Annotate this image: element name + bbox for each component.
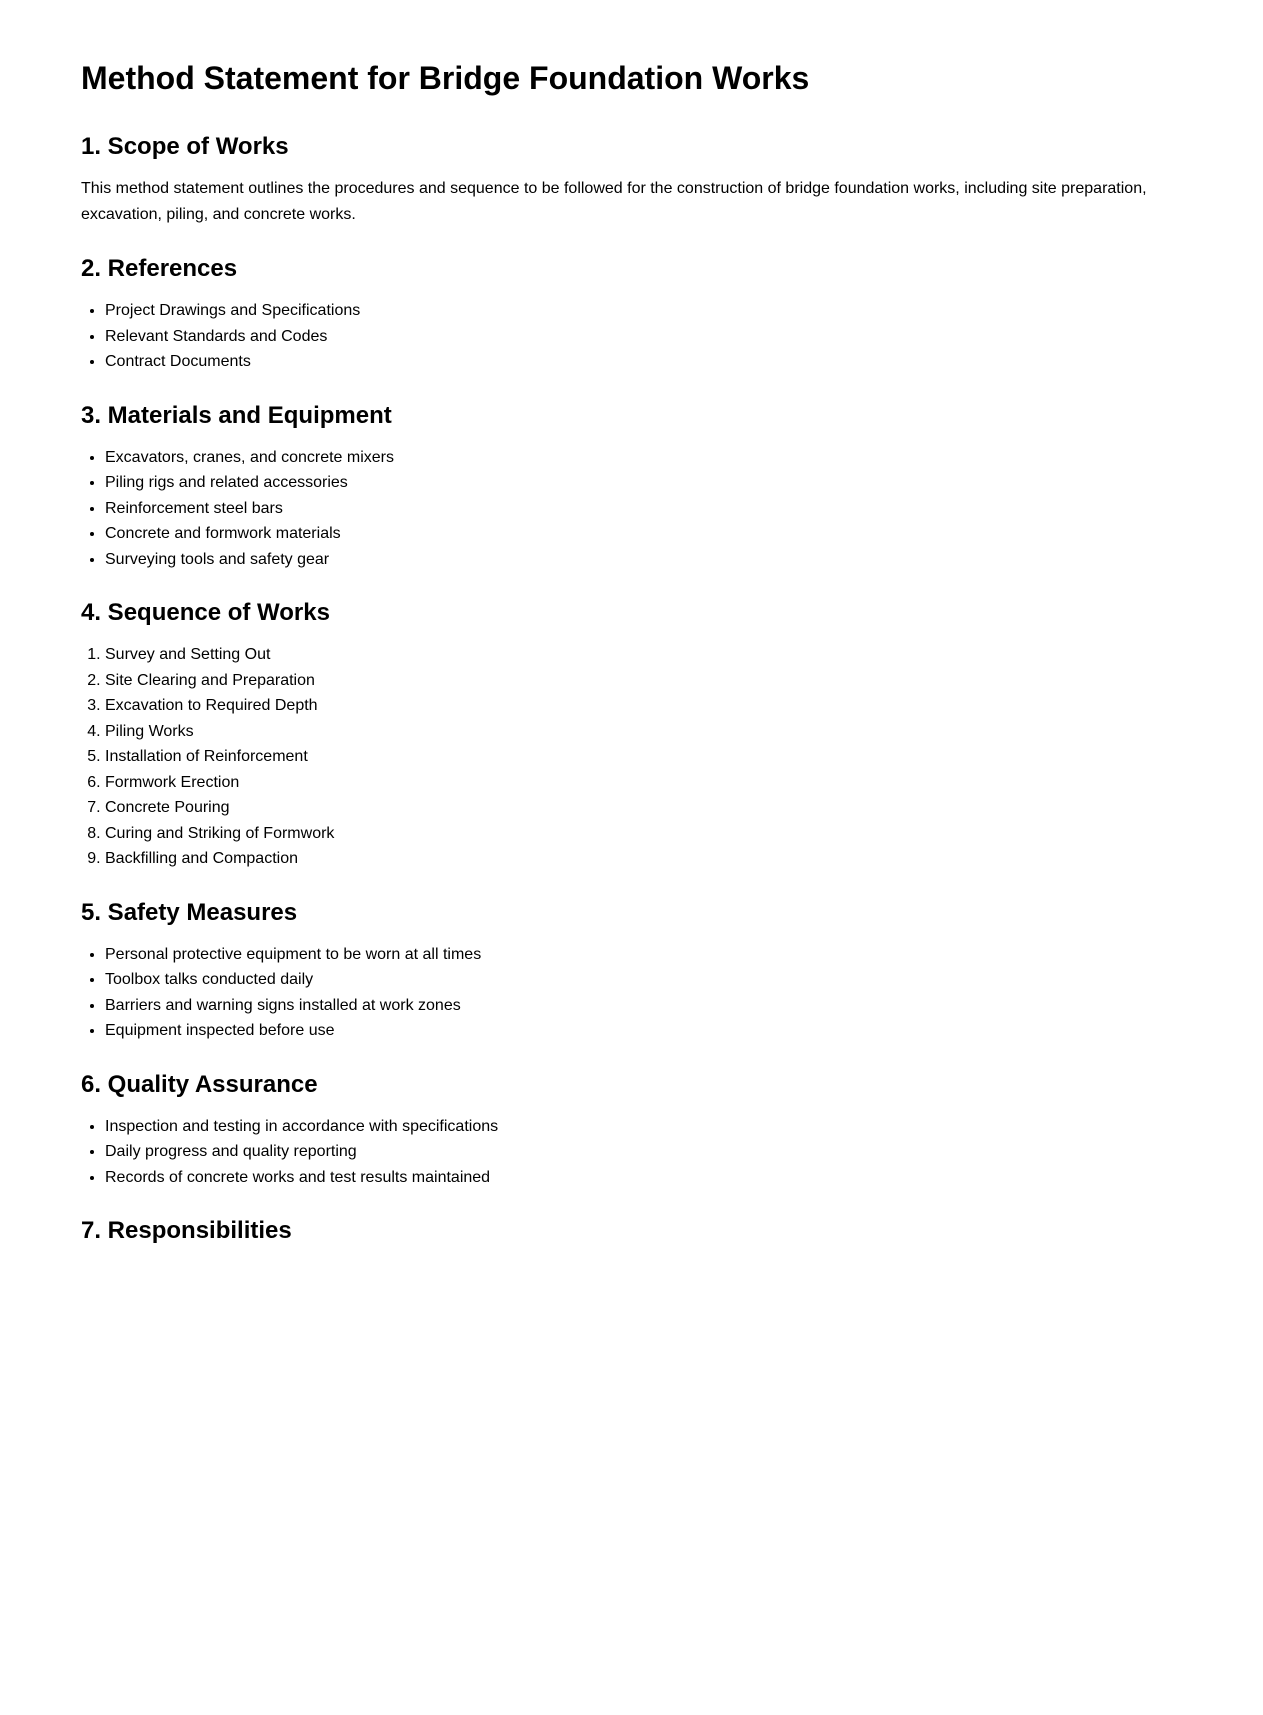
list-item: • Inspection and testing in accordance with specifications — [105, 1114, 1181, 1140]
section-responsibilities — [81, 1214, 1181, 1248]
list-item: • Excavators, cranes, and concrete mixers — [105, 445, 1181, 471]
document-title: Method Statement for Bridge Foundation Works — [81, 60, 810, 96]
quality-list — [81, 1114, 1181, 1191]
section-heading-sequence: 4. Sequence of Works — [81, 599, 330, 626]
list-item: 6. Formwork Erection — [105, 770, 1181, 796]
section-content-safety — [81, 942, 1181, 1044]
list-item: • Concrete and formwork materials — [105, 521, 1181, 547]
section-heading-materials: 3. Materials and Equipment — [81, 401, 392, 429]
list-item: 8. Curing and Striking of Formwork — [105, 821, 1181, 847]
list-item: • Records of concrete works and test results maintained — [105, 1165, 1181, 1191]
list-item: • Personal protective equipment to be worn at all times — [105, 942, 1181, 968]
section-heading-safety: 5. Safety Measures — [81, 898, 298, 926]
section-materials — [81, 399, 1181, 573]
list-item: 9. Backfilling and Compaction — [105, 846, 1181, 872]
scope-paragraph: This method statement outlines the procedures and sequence to be followed for the construction of bridge foundation works, including site preparation, excavation, piling, and concrete works. — [81, 180, 1147, 223]
list-item: • Reinforcement steel bars — [105, 496, 1181, 522]
references-list — [81, 298, 1181, 375]
list-item: • Barriers and warning signs installed at work zones — [105, 993, 1181, 1019]
list-item: 4. Piling Works — [105, 719, 1181, 745]
section-content-scope — [81, 176, 1181, 228]
safety-list — [81, 942, 1181, 1044]
section-content-materials — [81, 445, 1181, 573]
list-item: 7. Concrete Pouring — [105, 795, 1181, 821]
section-content-sequence — [81, 642, 1181, 872]
section-heading-quality: 6. Quality Assurance — [81, 1070, 318, 1098]
list-item: • Project Drawings and Specifications — [105, 298, 1181, 324]
section-references — [81, 252, 1181, 375]
list-item: • Contract Documents — [105, 349, 1181, 375]
section-content-references — [81, 298, 1181, 375]
list-item: 5. Installation of Reinforcement — [105, 744, 1181, 770]
list-item: • Surveying tools and safety gear — [105, 547, 1181, 573]
list-item: 1. Survey and Setting Out — [105, 642, 1181, 668]
section-scope — [81, 130, 1181, 228]
section-sequence — [81, 596, 1181, 872]
section-heading-scope: 1. Scope of Works — [81, 133, 289, 160]
section-heading-references: 2. References — [81, 255, 238, 282]
section-heading-responsibilities: 7. Responsibilities — [81, 1217, 292, 1244]
section-quality — [81, 1068, 1181, 1191]
list-item: 3. Excavation to Required Depth — [105, 693, 1181, 719]
list-item: • Toolbox talks conducted daily — [105, 967, 1181, 993]
list-item: • Daily progress and quality reporting — [105, 1139, 1181, 1165]
list-item: • Equipment inspected before use — [105, 1018, 1181, 1044]
materials-list — [81, 445, 1181, 573]
section-content-quality — [81, 1114, 1181, 1191]
list-item: • Piling rigs and related accessories — [105, 470, 1181, 496]
section-safety — [81, 896, 1181, 1044]
list-item: 2. Site Clearing and Preparation — [105, 668, 1181, 694]
list-item: • Relevant Standards and Codes — [105, 324, 1181, 350]
sequence-list — [81, 642, 1181, 872]
